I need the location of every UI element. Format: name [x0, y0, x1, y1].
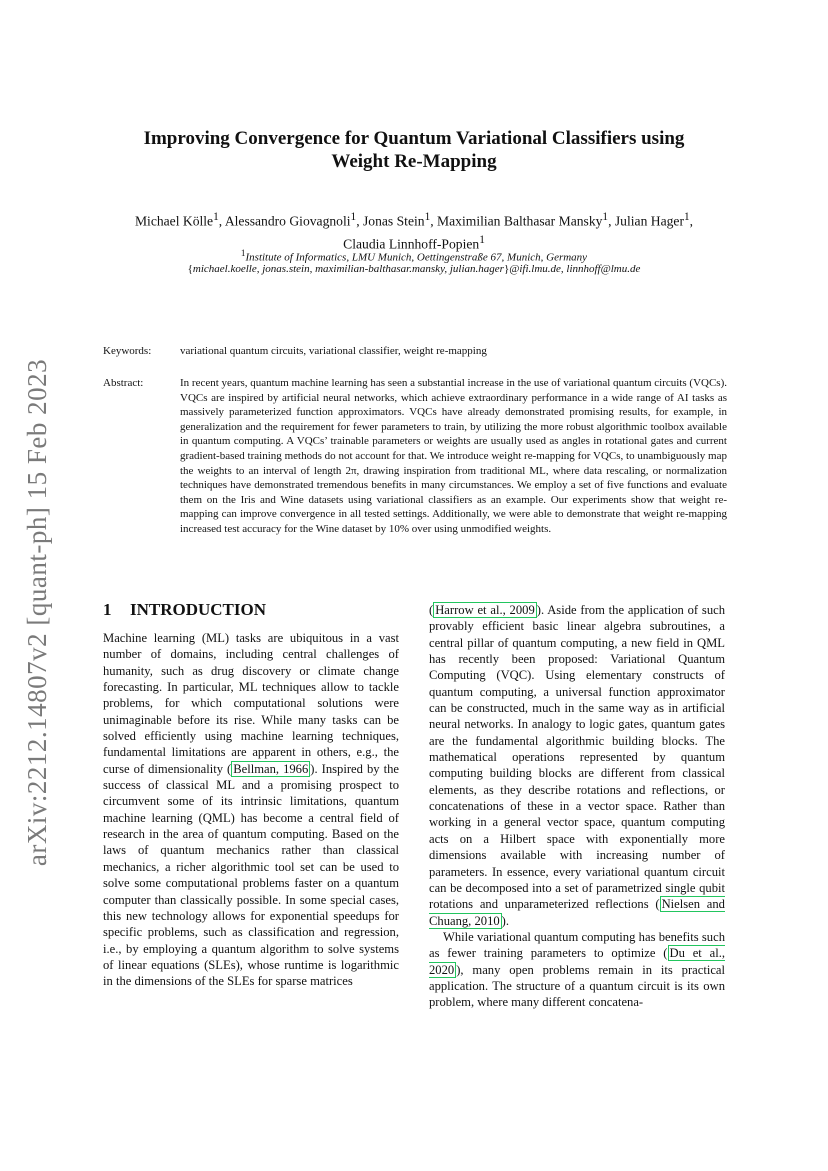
author-affiliation-marker: 1 — [213, 211, 219, 223]
paper-title-line-2: Weight Re-Mapping — [331, 151, 497, 172]
author-affiliation-marker: 1 — [683, 211, 690, 223]
author-name: Alessandro Giovagnoli — [224, 213, 351, 229]
author-name: Claudia Linnhoff-Popien — [343, 236, 480, 252]
author-separator: , — [430, 213, 438, 229]
author-name: Maximilian Balthasar Mansky — [437, 213, 603, 229]
author-affiliation-marker: 1 — [424, 211, 431, 223]
email-brace-open: { — [187, 263, 193, 275]
author-affiliation-marker: 1 — [602, 211, 609, 223]
author-separator: , — [608, 213, 615, 229]
author-name: Julian Hager — [614, 213, 684, 229]
paragraph: While variational quantum computing has benefits such as fewer training parameters to optimize ( Du et al., 2020 ), many open problems remain in its practical application. The structure of a quantum circuit is its own problem, where many different concatena- — [429, 929, 725, 1010]
paper-title — [100, 127, 728, 173]
left-column — [103, 630, 399, 990]
keywords-label: Keywords: — [103, 345, 152, 357]
section-number: 1 — [103, 600, 112, 619]
keywords-text: variational quantum circuits, variational classifier, weight re-mapping — [180, 345, 487, 357]
author-emails — [90, 261, 738, 277]
author-line-1 — [90, 208, 738, 231]
paragraph: ( Harrow et al., 2009 ). Aside from the application of such provably efficient basic linear algebra subroutines, a central pillar of quantum computing, a new field in QML has recently been proposed: Variational Quantum Computing (VQC). Using elementary constructs of quantum computing, a universal function approximator can be constructed, much in the same way as in artificial neural networks. In analogy to logic gates, quantum gates are the fundamental algorithmic building blocks. The mathematical operations represented by quantum computing building blocks are different from classical elements, as they describe rotations and reflections, or concatenations of these in a vector space. Rather than working in a general vector space, quantum computing acts on a Hilbert space with exponentially more dimensions available with increasing number of parameters. In essence, every variational quantum circuit can be decomposed into a set of parametrized single qubit rotations and unparameterized reflections ( Nielsen and Chuang, 2010 ). — [429, 603, 725, 928]
citation-link[interactable]: Bellman, 1966 — [233, 761, 309, 776]
author-affiliation-marker: 1 — [350, 211, 357, 223]
author-affiliation-marker: 1 — [479, 233, 485, 246]
citation-link[interactable]: Nielsen and Chuang, 2010 — [429, 897, 725, 928]
section-title: INTRODUCTION — [130, 600, 267, 619]
author-name: Jonas Stein — [363, 213, 425, 229]
arxiv-sidebar-stamp — [20, 352, 56, 872]
author-separator: , — [218, 213, 225, 229]
paragraph: Machine learning (ML) tasks are ubiquitous in a vast number of domains, including central challenges of humanity, such as drug discovery or climate change forecasting. In particular, ML techniques allow to tackle problems, for which computational solutions were unimaginable before its rise. While many tasks can be solved efficiently using machine learning techniques, fundamental limitations are apparent in others, e.g., the curse of dimensionality ( Bellman, 1966 ). Inspired by the success of classical ML and a promising prospect to circumvent some of its intrinsic limitations, quantum machine learning (QML) has become a central field of research in the area of quantum computing. Based on the laws of quantum mechanics rather than classical mechanics, a richer algorithmic tool set can be used to solve some computational problems faster on a quantum computer than classically possible. In some special cases, this new technology allows for exponential speedups for specific problems, such as classification and regression, i.e., by employing a quantum algorithm to solve systems of linear equations (SLEs), whose runtime is logarithmic in the dimensions of the SLEs for sparse matrices — [103, 631, 399, 989]
affiliation-marker: 1 — [240, 248, 246, 258]
email-names: michael.koelle, jonas.stein, maximilian-balthasar.mansky, julian.hager — [192, 263, 504, 275]
author-separator: , — [689, 213, 694, 229]
paper-title-line-1: Improving Convergence for Quantum Variational Classifiers using — [143, 128, 685, 149]
email-brace-close: } — [503, 263, 510, 275]
affiliation-text: Institute of Informatics, LMU Munich, Oettingenstraße 67, Munich, Germany — [245, 251, 588, 264]
author-separator: , — [356, 213, 364, 229]
author-name: Michael Kölle — [134, 213, 214, 229]
arxiv-identifier: arXiv:2212.14807v2 [quant-ph] 15 Feb 2023 — [22, 358, 53, 866]
section-heading — [103, 600, 266, 620]
citation-link[interactable]: Du et al., 2020 — [429, 946, 725, 977]
abstract-label: Abstract: — [103, 377, 144, 389]
email-domain: @ifi.lmu.de, linnhoff@lmu.de — [509, 263, 641, 275]
right-column — [429, 602, 725, 1011]
citation-link[interactable]: Harrow et al., 2009 — [435, 603, 535, 617]
abstract-text: In recent years, quantum machine learning has seen a substantial increase in the use of variational quantum circuits (VQCs). VQCs are inspired by artificial neural networks, which achieve extraordinary performance in a wide range of AI tasks as massively parameterized function approximators. VQCs have already demonstrated promising results, for example, in generalization and the requirement for fewer parameters to train, by utilizing the more robust algorithmic toolbox available in quantum computing. A VQCs’ trainable parameters or weights are usually used as angles in rotational gates and current gradient-based training methods do not account for that. We introduce weight re-mapping for VQCs, to unambiguously map the weights to an interval of length 2π, drawing inspiration from traditional ML, where data rescaling, or normalization techniques have demonstrated tremendous benefits in many circumstances. We employ a set of five functions and evaluate them on the Iris and Wine datasets using variational classifiers as an example. Our experiments show that weight re-mapping can improve convergence in all tested settings. Additionally, we were able to demonstrate that weight re-mapping increased test accuracy for the Wine dataset by 10% over using unmodified weights. — [180, 377, 727, 535]
